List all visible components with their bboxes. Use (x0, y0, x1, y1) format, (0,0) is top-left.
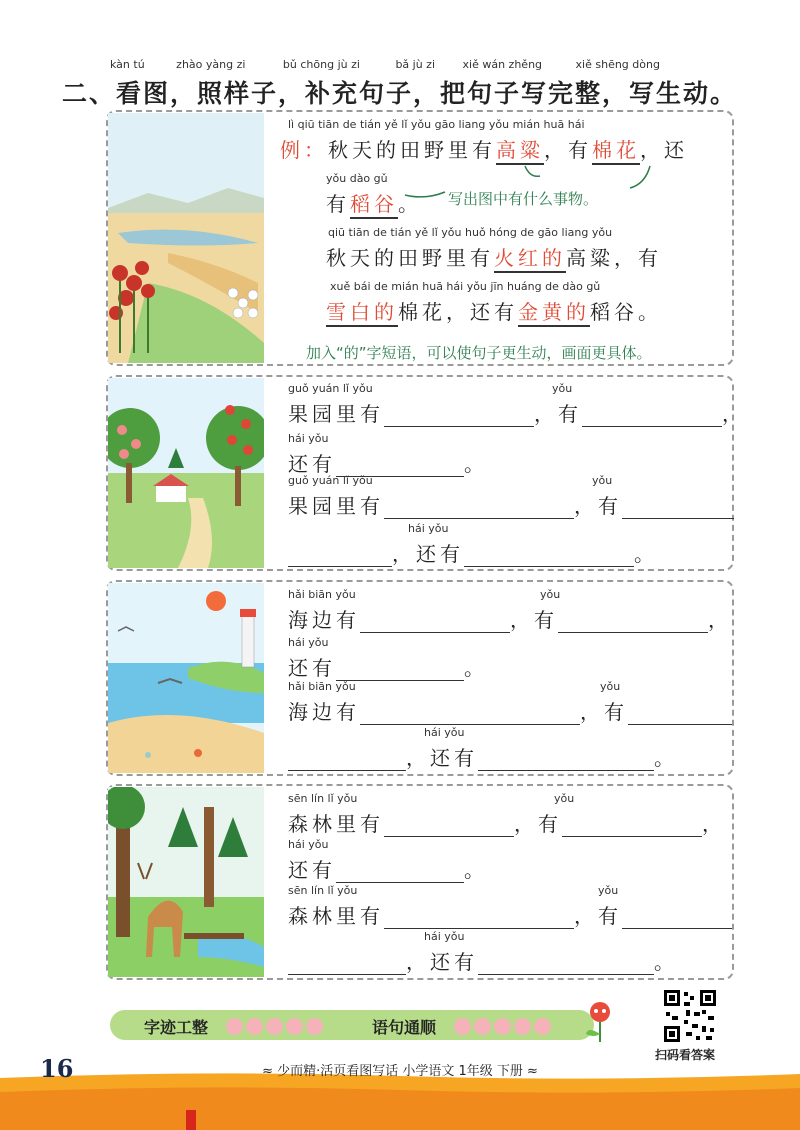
text: 有 (326, 192, 350, 216)
text: ，有 (510, 608, 558, 632)
example-pinyin-4: xuě bái de mián huā hái yǒu jīn huáng de dào gǔ (330, 280, 601, 293)
text: 森林里有 (288, 812, 384, 836)
answer-blank[interactable] (582, 406, 722, 427)
example-line-1 (280, 134, 688, 163)
text: ， (708, 608, 732, 632)
pinyin: hái yǒu (288, 838, 329, 851)
answer-blank[interactable] (384, 816, 514, 837)
text: ，还 (640, 138, 688, 162)
pinyin: hái yǒu (424, 930, 465, 943)
text: 果园里有 (288, 402, 384, 426)
arrow-annotations (400, 160, 660, 200)
evaluation-neat-label: 字迹工整 (144, 1018, 209, 1037)
pinyin: yǒu (598, 884, 619, 897)
footer-band (0, 1070, 800, 1130)
pinyin: hǎi biān yǒu (288, 588, 356, 601)
exercise-line-2 (288, 652, 488, 681)
example-label: 例： (280, 138, 328, 162)
exercise-line-3 (288, 490, 734, 519)
pinyin: hái yǒu (424, 726, 465, 739)
example-pinyin-1: lì qiū tiān de tián yě lǐ yǒu gāo liang yǒu mián huā hái (288, 118, 585, 131)
word-daogu: 稻谷 (350, 192, 398, 219)
qr-code-icon[interactable] (662, 988, 718, 1044)
text: ，还有 (406, 746, 478, 770)
word-mianhua: 棉花 (592, 138, 640, 165)
pinyin: kàn tú (110, 58, 145, 71)
note-1: 写出图中有什么事物。 (448, 190, 599, 208)
pinyin: bǎ jù zi (395, 58, 436, 71)
pinyin: guǒ yuán lǐ yǒu (288, 474, 373, 487)
text: 秋天的田野里有 (328, 138, 496, 162)
text: 还有 (288, 452, 336, 476)
word-huohong: 火红的 (494, 246, 566, 273)
pinyin: bǔ chōng jù zi (282, 58, 360, 71)
example-pinyin-2: yǒu dào gǔ (326, 172, 388, 185)
answer-blank[interactable] (628, 704, 732, 725)
text: 果园里有 (288, 494, 384, 518)
text: 还有 (288, 656, 336, 680)
text: 。 (654, 950, 678, 974)
exercise-line-4 (288, 538, 658, 567)
text: ，有 (514, 812, 562, 836)
pinyin: yǒu (554, 792, 575, 805)
example-line-4 (326, 296, 662, 325)
text: 稻谷。 (590, 300, 662, 324)
text: ， (722, 402, 746, 426)
text: 高粱，有 (566, 246, 662, 270)
footer-book-title: ≈ 少而精·活页看图写话 小学语文 1年级 下册 ≈ (262, 1064, 538, 1079)
text: 。 (464, 656, 488, 680)
exercise-line-2 (288, 854, 488, 883)
pinyin: hái yǒu (408, 522, 449, 535)
word-jinhuang: 金黄的 (518, 300, 590, 327)
text: 。 (464, 452, 488, 476)
text: ，有 (544, 138, 592, 162)
exercise-line-1 (288, 808, 726, 837)
forest-picture (108, 787, 264, 977)
pinyin: yǒu (592, 474, 613, 487)
autumn-field-picture (108, 113, 264, 363)
orchard-picture (108, 378, 264, 568)
text: 。 (634, 542, 658, 566)
text: 。 (398, 192, 422, 216)
exercise-line-3 (288, 900, 732, 929)
answer-blank[interactable] (288, 954, 406, 975)
example-pinyin-3: qiū tiān de tián yě lǐ yǒu huǒ hóng de gāo liang yǒu (328, 226, 613, 239)
answer-blank[interactable] (622, 498, 734, 519)
pinyin: hǎi biān yǒu (288, 680, 356, 693)
answer-blank[interactable] (622, 908, 732, 929)
answer-blank[interactable] (562, 816, 702, 837)
text: 棉花，还有 (398, 300, 518, 324)
note-2: 加入“的”字短语，可以使句子更生动，画面更具体。 (306, 344, 652, 362)
evaluation-bar (110, 1010, 594, 1040)
qr-caption: 扫码看答案 (655, 1048, 716, 1062)
example-line-3 (326, 242, 662, 271)
pinyin: yǒu (600, 680, 621, 693)
exercise-line-1 (288, 604, 732, 633)
pinyin: guǒ yuán lǐ yǒu (288, 382, 373, 395)
answer-blank[interactable] (360, 612, 510, 633)
answer-blank[interactable] (336, 862, 464, 883)
flower-icon (580, 1000, 620, 1044)
exercise-line-1 (288, 398, 746, 427)
pinyin: yǒu (540, 588, 561, 601)
answer-blank[interactable] (384, 406, 534, 427)
answer-blank[interactable] (288, 546, 392, 567)
exercise-line-2 (288, 448, 488, 477)
text: 秋天的田野里有 (326, 246, 494, 270)
word-gaoliang: 高粱 (496, 138, 544, 165)
word-xuebai: 雪白的 (326, 300, 398, 327)
text: ， (702, 812, 726, 836)
text: ，还有 (392, 542, 464, 566)
text: ，还有 (406, 950, 478, 974)
answer-blank[interactable] (360, 704, 580, 725)
pinyin: hái yǒu (288, 636, 329, 649)
pinyin: xiě wán zhěng (462, 58, 543, 71)
seaside-picture (108, 583, 264, 773)
evaluation-smooth-label: 语句通顺 (372, 1018, 437, 1037)
text: 。 (654, 746, 678, 770)
exercise-line-3 (288, 696, 732, 725)
answer-blank[interactable] (384, 498, 574, 519)
text: ，有 (574, 494, 622, 518)
text: ，有 (580, 700, 628, 724)
text: 海边有 (288, 608, 360, 632)
answer-blank[interactable] (464, 546, 634, 567)
answer-blank[interactable] (384, 908, 574, 929)
answer-blank[interactable] (478, 954, 654, 975)
neat-rating-dots[interactable] (226, 1016, 326, 1035)
answer-blank[interactable] (478, 750, 654, 771)
pinyin: xiě shēng dòng (575, 58, 660, 71)
section-title: 二、看图，照样子，补充句子，把句子写完整，写生动。 (62, 79, 738, 108)
exercise-line-4 (288, 742, 678, 771)
text: ，有 (574, 904, 622, 928)
text: 海边有 (288, 700, 360, 724)
pinyin: zhào yàng zi (176, 58, 246, 71)
answer-blank[interactable] (558, 612, 708, 633)
pinyin: yǒu (552, 382, 573, 395)
smooth-rating-dots[interactable] (454, 1016, 554, 1035)
text: ，有 (534, 402, 582, 426)
exercise-line-4 (288, 946, 678, 975)
page-number: 16 (40, 1054, 74, 1083)
text: 森林里有 (288, 904, 384, 928)
pinyin: hái yǒu (288, 432, 329, 445)
answer-blank[interactable] (336, 660, 464, 681)
answer-blank[interactable] (288, 750, 406, 771)
heading-pinyin (110, 58, 660, 71)
pinyin: sēn lín lǐ yǒu (288, 792, 358, 805)
text: 。 (464, 858, 488, 882)
pinyin: sēn lín lǐ yǒu (288, 884, 358, 897)
text: 还有 (288, 858, 336, 882)
